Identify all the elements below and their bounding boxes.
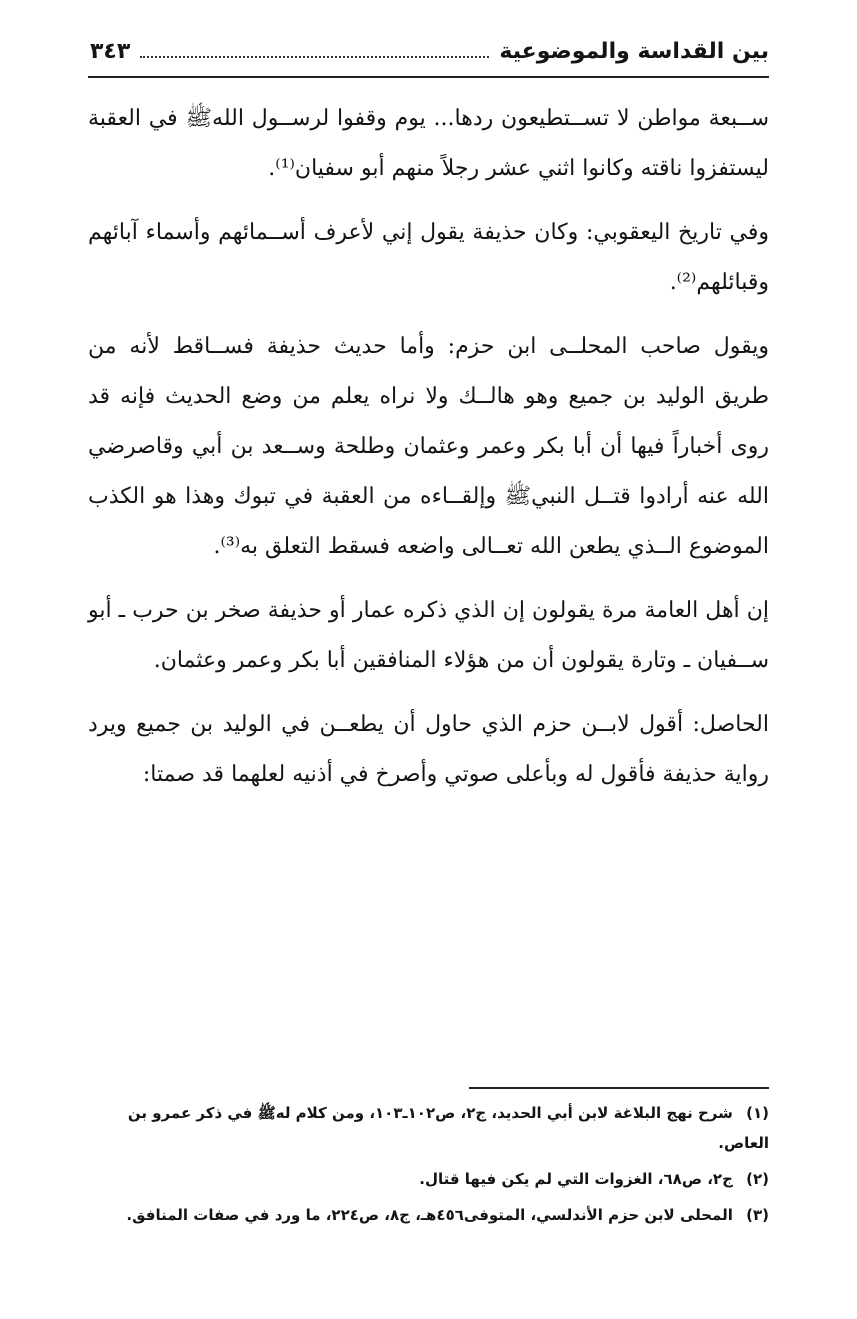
footnote-number: (٢) [746,1170,769,1188]
header-leader-dots [140,56,489,58]
header-divider [88,76,769,78]
paragraph: الحاصل: أقول لابــن حزم الذي حاول أن يطعــن في الوليد بن جميع ويرد رواية حذيفة فأقول له وبأعلى صوتي وأصرخ في أذنيه لعلهما قد صمتا: [88,712,769,787]
paragraph: وفي تاريخ اليعقوبي: وكان حذيفة يقول إني لأعرف أســمائهم وأسماء آبائهم وقبائلهم⁽²⁾. [88,220,769,295]
footnote [80,1164,769,1194]
footnotes [80,1098,769,1236]
footnote [80,1200,769,1230]
footnote [80,1098,769,1158]
footnote-text: شرح نهج البلاغة لابن أبي الحديد، ج٢، ص١٠٢ـ١٠٣، ومن كلام لهﷺ في ذكر عمرو بن العاص. [127,1104,769,1152]
paragraph: ويقول صاحب المحلــى ابن حزم: وأما حديث حذيفة فســاقط لأنه من طريق الوليد بن جميع وهو هالــك ولا نراه يعلم من وضع الحديث فإنه قد روى أخباراً فيها أن أبا بكر وعمر وعثمان وطلحة وســعد بن أبي وقاصرضي الله عنه أرادوا قتــل النبيﷺ وإلقــاءه من العقبة في تبوك وهذا هو الكذب الموضوع الــذي يطعن الله تعــالى واضعه فسقط التعلق به⁽³⁾. [88,334,769,559]
page-number: ٣٤٣ [90,38,131,64]
footnote-text: المحلى لابن حزم الأندلسي، المتوفى٤٥٦هـ، ج٨، ص٢٢٤، ما ورد في صفات المنافق. [126,1206,733,1224]
footnote-number: (١) [746,1104,769,1122]
footnote-number: (٣) [746,1206,769,1224]
running-header [90,28,769,74]
paragraph: إن أهل العامة مرة يقولون إن الذي ذكره عمار أو حذيفة صخر بن حرب ـ أبو ســفيان ـ وتارة يقولون أن من هؤلاء المنافقين أبا بكر وعمر وعثمان. [88,598,769,673]
footnote-divider [469,1087,769,1089]
footnote-text: ج٢، ص٦٨، الغزوات التي لم يكن فيها قتال. [419,1170,733,1188]
main-text [88,94,769,814]
paragraph: ســبعة مواطن لا تســتطيعون ردها... يوم وقفوا لرســول اللهﷺ في العقبة ليستفزوا ناقته وكانوا اثني عشر رجلاً منهم أبو سفيان⁽¹⁾. [88,106,769,181]
header-title: بين القداسة والموضوعية [499,38,769,64]
